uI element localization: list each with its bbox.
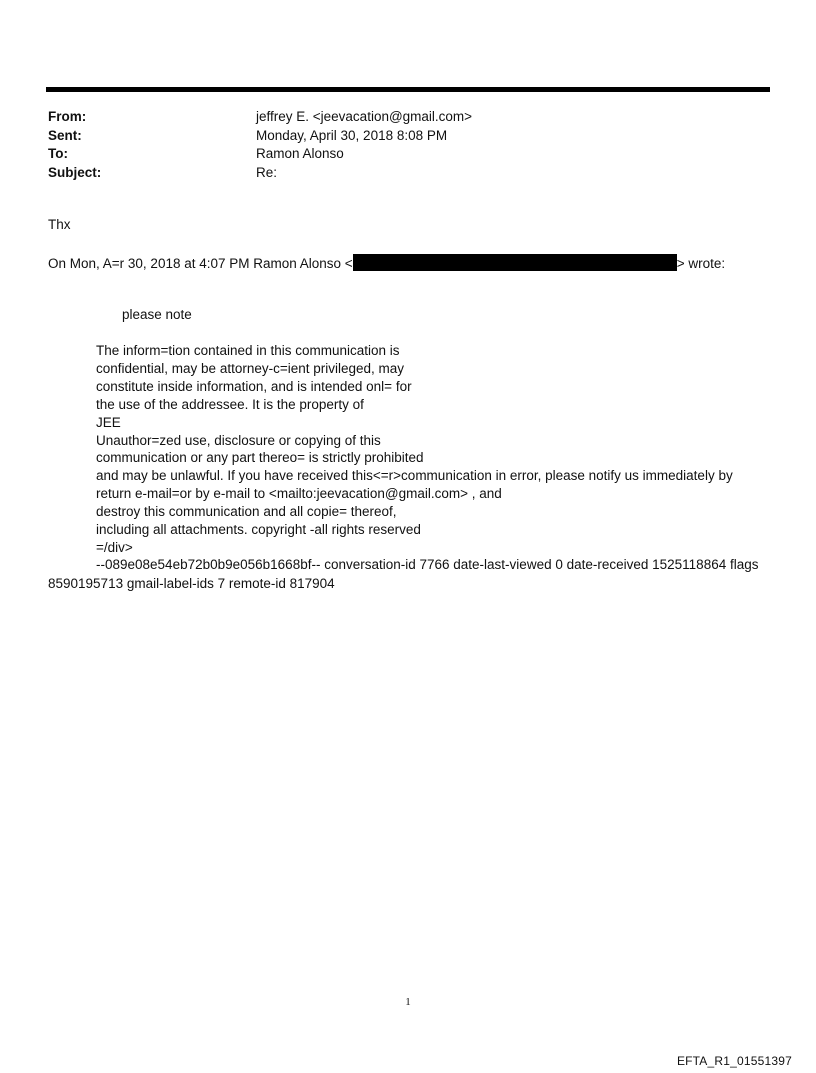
sent-value: Monday, April 30, 2018 8:08 PM <box>256 127 448 143</box>
subject-value: Re: <box>256 164 278 180</box>
mime-trailer: --089e08e54eb72b0b9e056b1668bf-- conversation-id 7766 date-last-viewed 0 date-received 1525118864 flags 8590195713 gmail-label-ids 7 remote-id 817904 <box>48 557 759 591</box>
disclaimer-line: The inform=tion contained in this communication is <box>96 343 400 358</box>
quote-intro <box>48 254 725 274</box>
disclaimer-line: and may be unlawful. If you have received this<=r>communication in error, please notify us immediately by <box>96 468 733 484</box>
disclaimer-line: constitute inside information, and is intended onl= for <box>96 378 412 394</box>
redaction-box <box>353 254 677 271</box>
from-row <box>48 108 748 127</box>
disclaimer-line: Unauthor=zed use, disclosure or copying of this <box>96 432 381 448</box>
quote-intro-before: On Mon, A=r 30, 2018 at 4:07 PM Ramon Alonso < <box>48 256 353 271</box>
disclaimer-block <box>96 342 733 557</box>
disclaimer-line: return e-mail=or by e-mail to <mailto:jeevacation@gmail.com> , and <box>96 486 502 502</box>
disclaimer-line: communication or any part thereo= is strictly prohibited <box>96 450 424 466</box>
header-rule <box>46 87 770 92</box>
disclaimer-line: =/div> <box>96 539 133 555</box>
subject-label: Subject: <box>48 164 102 180</box>
to-row <box>48 145 748 164</box>
bates-number: EFTA_R1_01551397 <box>676 1054 792 1068</box>
to-label: To: <box>48 146 68 161</box>
disclaimer-line: the use of the addressee. It is the property of <box>96 396 364 412</box>
disclaimer-line: including all attachments. copyright -all rights reserved <box>96 522 421 538</box>
to-value: Ramon Alonso <box>256 146 344 161</box>
sent-label: Sent: <box>48 127 82 143</box>
disclaimer-line: JEE <box>96 414 121 430</box>
subject-row <box>48 164 748 183</box>
sent-row <box>48 127 748 146</box>
disclaimer-line: confidential, may be attorney-c=ient privileged, may <box>96 360 405 376</box>
from-label: From: <box>48 109 87 124</box>
disclaimer-line: destroy this communication and all copie= thereof, <box>96 504 397 520</box>
email-header <box>48 108 748 182</box>
quote-intro-after: > wrote: <box>676 256 726 271</box>
reply-text: Thx <box>48 217 71 232</box>
page-number: 1 <box>405 996 411 1008</box>
note-text: please note <box>122 307 192 322</box>
from-value: jeffrey E. <jeevacation@gmail.com> <box>256 109 473 124</box>
